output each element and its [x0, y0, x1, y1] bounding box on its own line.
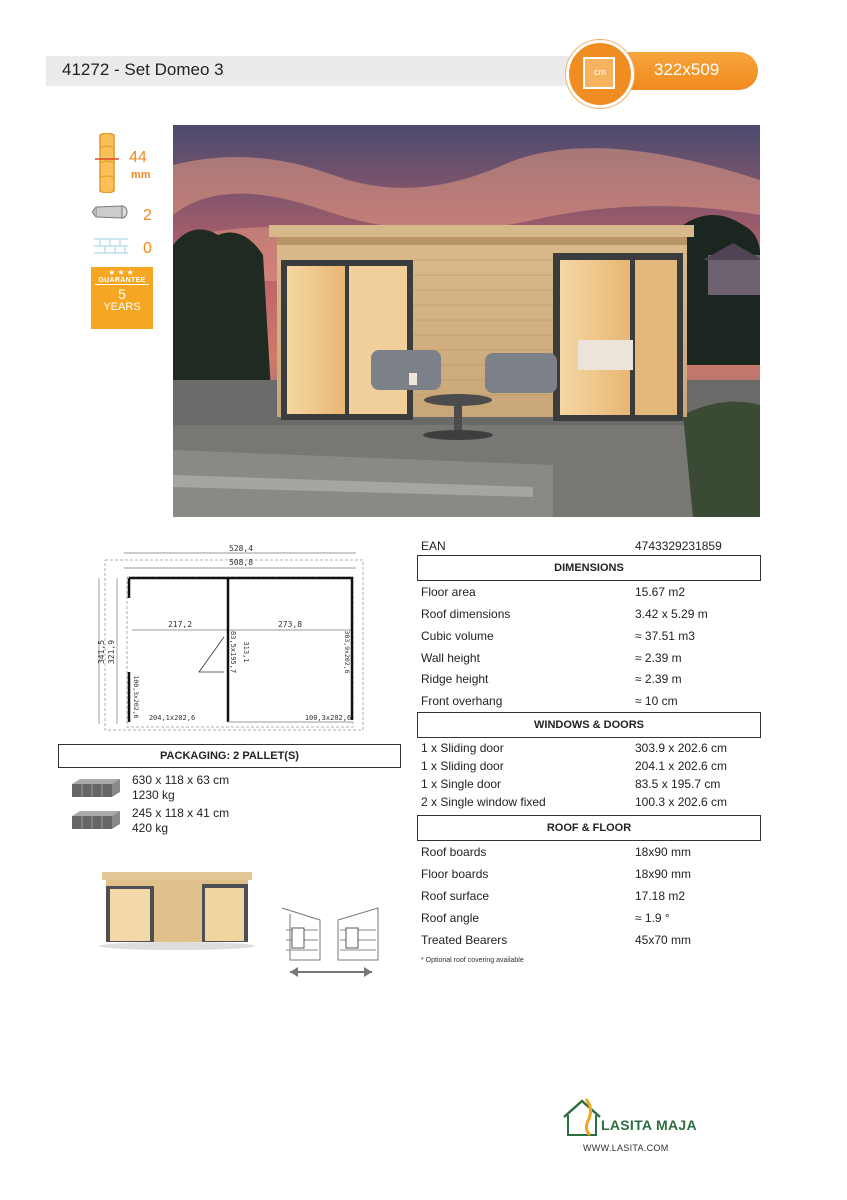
- pallet-1-weight: 1230 kg: [132, 788, 175, 802]
- lasita-logo-icon: [560, 1095, 604, 1139]
- page-title: 41272 - Set Domeo 3: [62, 60, 224, 79]
- spec-value: ≈ 2.39 m: [635, 651, 682, 665]
- plan-right-window: 303,9x202,6: [343, 630, 351, 674]
- plan-front-door: 204,1x202,6: [148, 714, 196, 722]
- plan-room-left: 217,2: [167, 620, 193, 629]
- roof-label: Roof boards: [421, 845, 487, 859]
- roof-value: 18x90 mm: [635, 867, 692, 881]
- shingles-icon: [92, 235, 130, 257]
- roof-label: Roof angle: [421, 911, 480, 925]
- window-label: 1 x Sliding door: [421, 741, 504, 755]
- plan-front-window: 100,3x202,6: [304, 714, 352, 722]
- spec-value: 15.67 m2: [635, 585, 686, 599]
- floor-plan: [94, 542, 368, 732]
- spec-value: ≈ 37.51 m3: [635, 629, 695, 643]
- cm-label: cm: [594, 67, 606, 77]
- dimensions-heading: DIMENSIONS: [417, 555, 761, 581]
- window-value: 303.9 x 202.6 cm: [635, 741, 728, 755]
- roof-value: ≈ 1.9 °: [635, 911, 670, 925]
- spec-label: Front overhang: [421, 694, 503, 708]
- spec-label: Floor area: [421, 585, 476, 599]
- pallet-1-dims: 630 x 118 x 63 cm: [132, 773, 230, 787]
- brand-name: LASITA MAJA: [601, 1117, 697, 1133]
- plan-inner-width: 508,8: [228, 558, 254, 567]
- guarantee-badge: [91, 267, 153, 329]
- roof-profile-icon: [280, 900, 384, 980]
- roof-value: 18x90 mm: [635, 845, 692, 859]
- plan-outer-width: 528,4: [228, 544, 254, 553]
- shingles-value: 0: [143, 240, 152, 257]
- log-thickness-icon: [92, 133, 122, 193]
- guarantee-unit: YEARS: [103, 301, 141, 313]
- plan-partition-door: 83,5x195,7: [229, 630, 237, 674]
- footnote: * Optional roof covering available: [421, 957, 524, 964]
- stars-icon: ★★★: [108, 268, 136, 277]
- spec-value: ≈ 2.39 m: [635, 672, 682, 686]
- guarantee-label: GUARANTEE: [95, 277, 149, 285]
- ean-label: EAN: [421, 539, 446, 553]
- spec-value: 3.42 x 5.29 m: [635, 607, 708, 621]
- size-badge-text: 322x509: [654, 60, 720, 79]
- spec-value: ≈ 10 cm: [635, 694, 678, 708]
- brand-url[interactable]: WWW.LASITA.COM: [583, 1143, 669, 1153]
- roof-label: Floor boards: [421, 867, 489, 881]
- spec-label: Cubic volume: [421, 629, 494, 643]
- plan-partition-depth: 313,1: [242, 641, 250, 663]
- ean-value: 4743329231859: [635, 539, 722, 553]
- spec-label: Wall height: [421, 651, 480, 665]
- plan-room-right: 273,8: [277, 620, 303, 629]
- guarantee-years: 5: [118, 286, 126, 302]
- roof-label: Treated Bearers: [421, 933, 508, 947]
- window-label: 1 x Sliding door: [421, 759, 504, 773]
- window-label: 2 x Single window fixed: [421, 795, 546, 809]
- spec-label: Ridge height: [421, 672, 489, 686]
- cm-icon: [566, 40, 634, 108]
- pallet-icon: [70, 810, 122, 830]
- window-value: 100.3 x 202.6 cm: [635, 795, 728, 809]
- window-label: 1 x Single door: [421, 777, 502, 791]
- window-value: 83.5 x 195.7 cm: [635, 777, 721, 791]
- roofing-rolls-value: 2: [143, 207, 152, 224]
- plan-left-window: 100,3x202,6: [132, 675, 140, 719]
- pallet-icon: [70, 778, 122, 798]
- window-value: 204.1 x 202.6 cm: [635, 759, 728, 773]
- pallet-2-weight: 420 kg: [132, 821, 169, 835]
- roof-value: 17.18 m2: [635, 889, 686, 903]
- roof-label: Roof surface: [421, 889, 490, 903]
- plan-inner-depth: 321,9: [107, 639, 116, 665]
- wall-thickness-value: 44: [129, 149, 147, 166]
- spec-label: Roof dimensions: [421, 607, 511, 621]
- roof-value: 45x70 mm: [635, 933, 692, 947]
- windows-heading: WINDOWS & DOORS: [417, 712, 761, 738]
- plan-outer-depth: 341,5: [97, 639, 106, 665]
- roofing-roll-icon: [92, 204, 128, 220]
- wall-thickness-unit: mm: [131, 169, 151, 181]
- roof-floor-heading: ROOF & FLOOR: [417, 815, 761, 841]
- product-photo: [173, 125, 760, 517]
- pallet-2-dims: 245 x 118 x 41 cm: [132, 806, 230, 820]
- cabin-render: [92, 858, 262, 950]
- packaging-heading: PACKAGING: 2 PALLET(S): [58, 744, 401, 768]
